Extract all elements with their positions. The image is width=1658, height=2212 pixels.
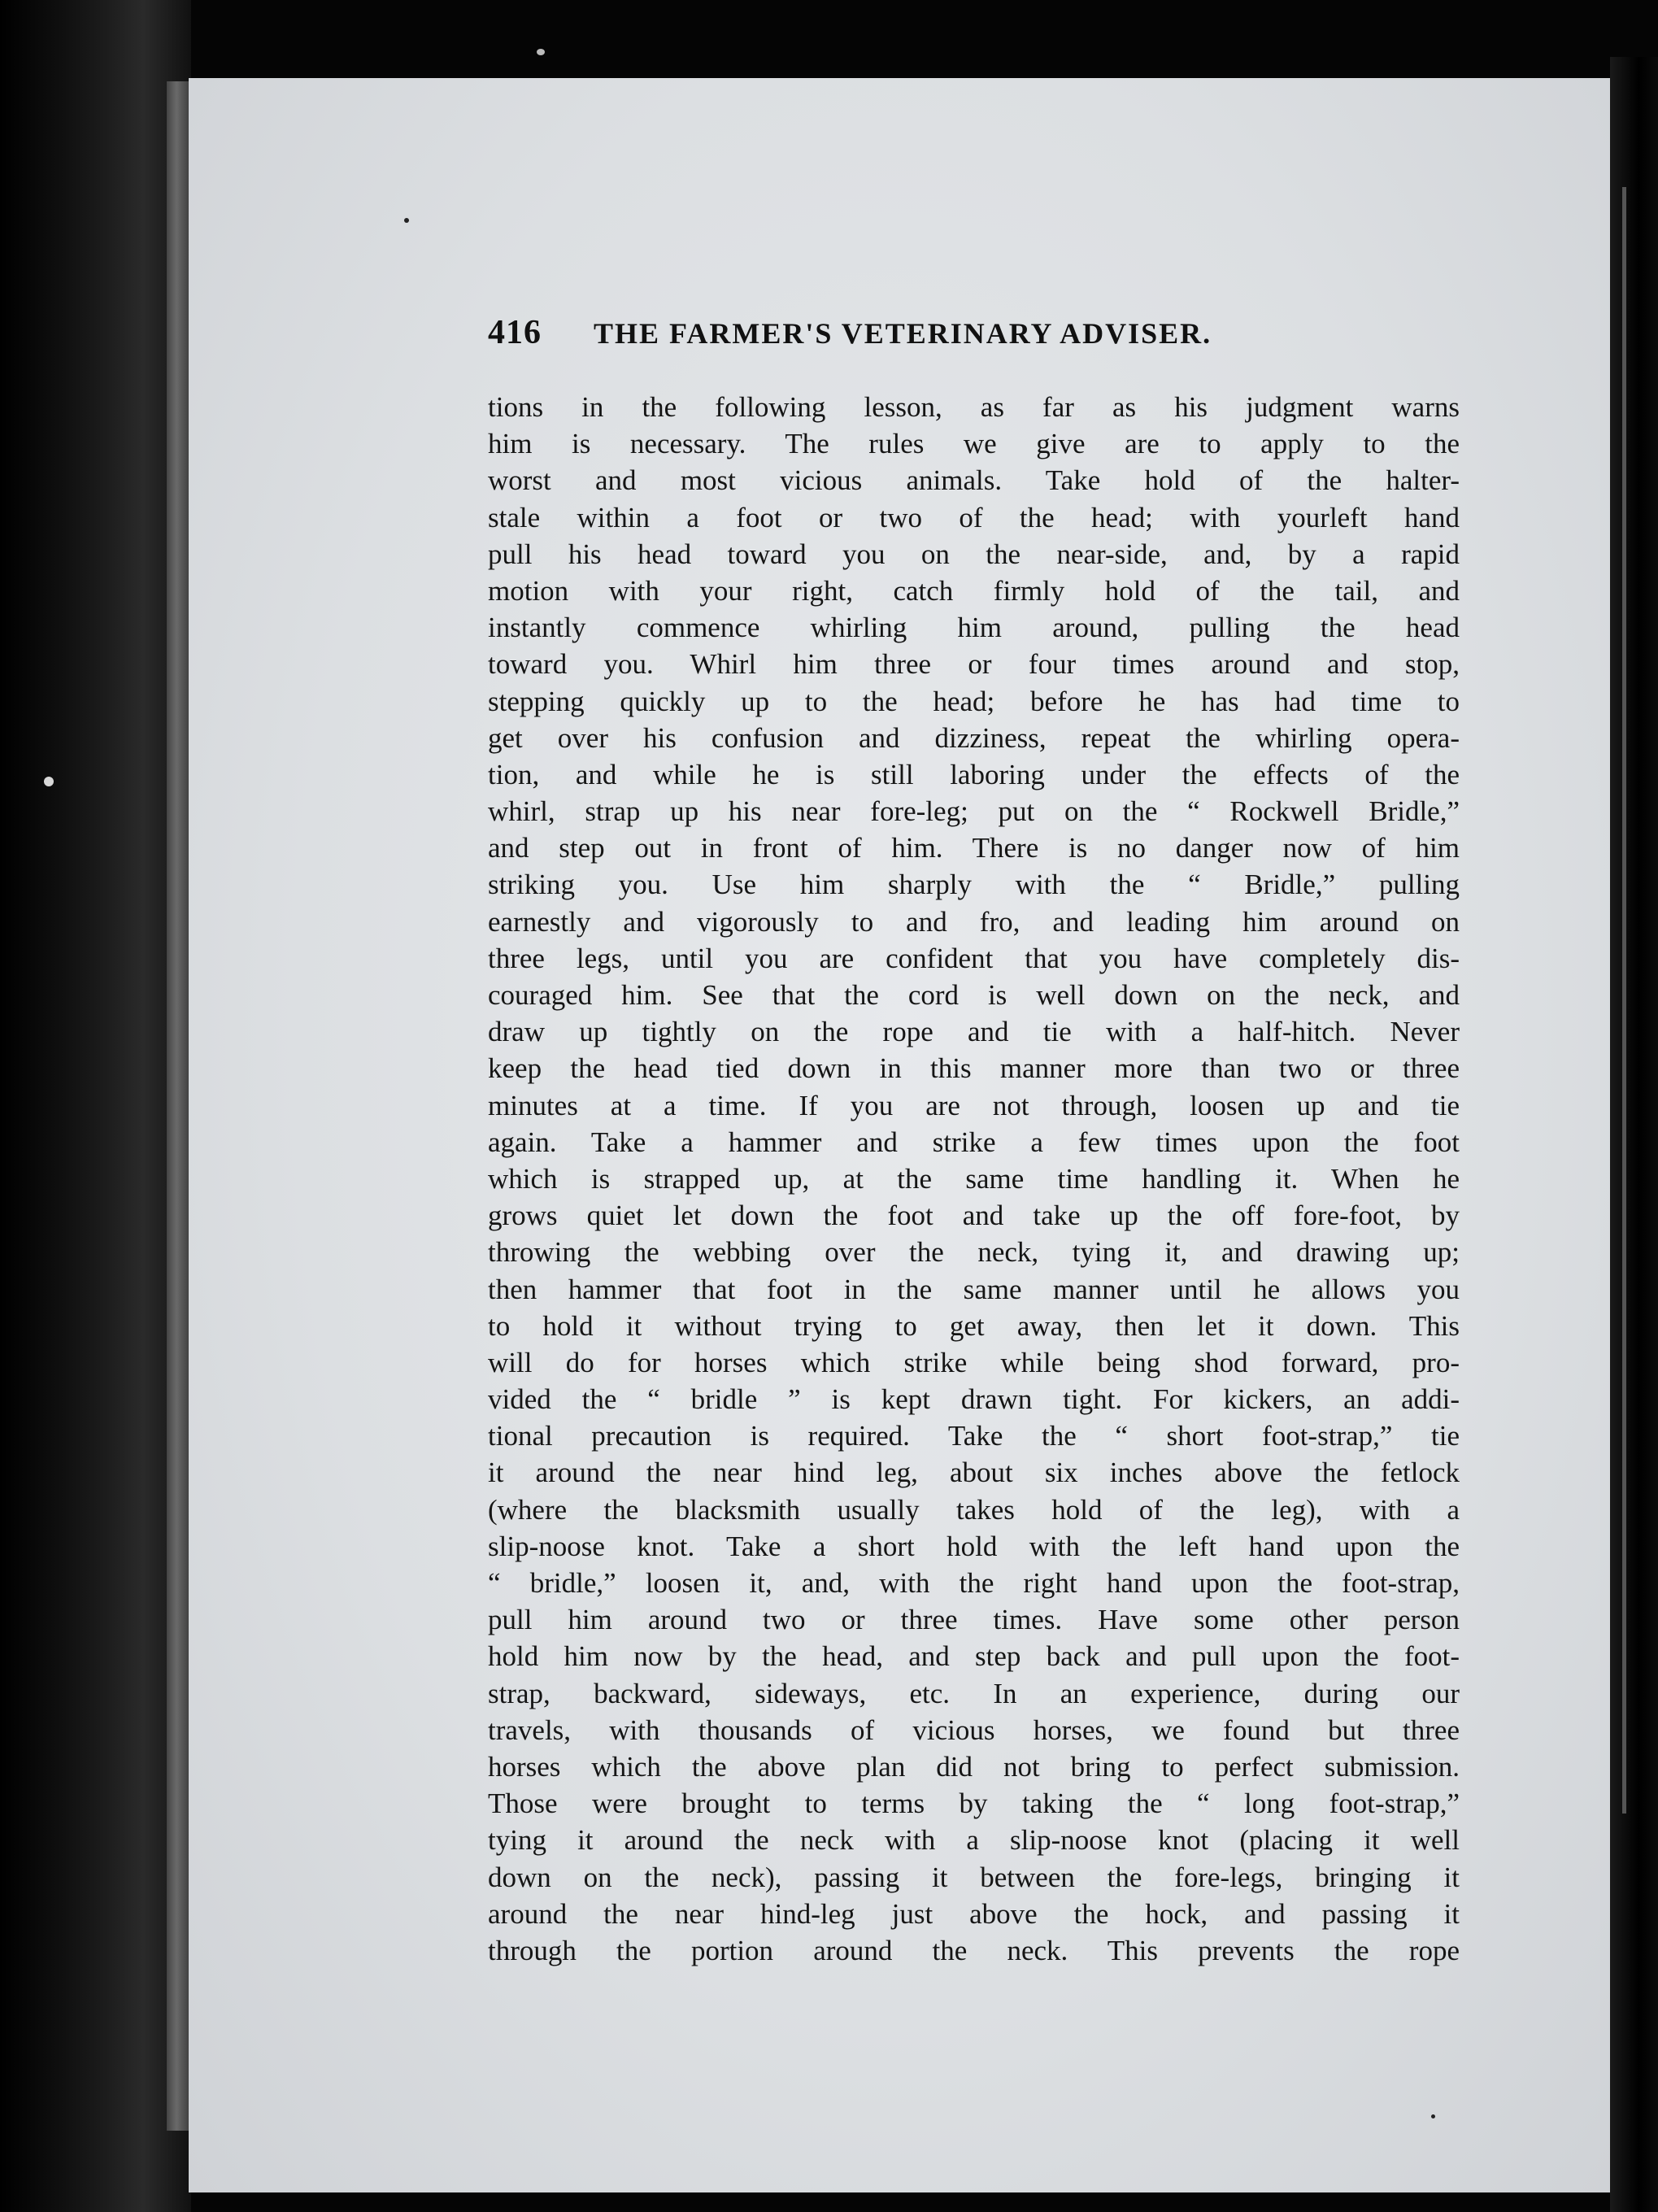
text-line: tional precaution is required. Take the “ short foot-strap,” tie <box>488 1420 1460 1452</box>
binding-speck <box>44 777 54 786</box>
running-title: THE FARMER'S VETERINARY ADVISER. <box>594 317 1212 350</box>
text-line: vided the “ bridle ” is kept drawn tight. For kickers, an addi- <box>488 1383 1460 1416</box>
text-line: hold him now by the head, and step back and pull upon the foot- <box>488 1640 1460 1673</box>
page-number: 416 <box>488 314 542 351</box>
text-line: Those were brought to terms by taking the “ long foot-strap,” <box>488 1787 1460 1820</box>
dust-speck <box>1431 2114 1435 2118</box>
text-line: and step out in front of him. There is no danger now of him <box>488 832 1460 864</box>
text-line: tions in the following lesson, as far as his judgment warns <box>488 391 1460 423</box>
text-line: draw up tightly on the rope and tie with a half-hitch. Never <box>488 1016 1460 1048</box>
text-line: earnestly and vigorously to and fro, and leading him around on <box>488 905 1460 938</box>
text-line: worst and most vicious animals. Take hold of the halter- <box>488 464 1460 497</box>
book-binding-edge <box>0 0 191 2212</box>
text-line: down on the neck), passing it between the fore-legs, bringing it <box>488 1861 1460 1893</box>
text-line: instantly commence whirling him around, pulling the head <box>488 612 1460 644</box>
text-line: which is strapped up, at the same time handling it. When he <box>488 1162 1460 1195</box>
text-line: it around the near hind leg, about six inches above the fetlock <box>488 1457 1460 1489</box>
text-line: whirl, strap up his near fore-leg; put on the “ Rockwell Bridle,” <box>488 795 1460 828</box>
text-line: slip-noose knot. Take a short hold with the left hand upon the <box>488 1530 1460 1562</box>
text-line: around the near hind-leg just above the hock, and passing it <box>488 1897 1460 1930</box>
text-line: stale within a foot or two of the head; with yourleft hand <box>488 501 1460 533</box>
running-head <box>488 313 1464 362</box>
text-line: grows quiet let down the foot and take up the off fore-foot, by <box>488 1200 1460 1232</box>
text-line: (where the blacksmith usually takes hold of the leg), with a <box>488 1493 1460 1526</box>
text-line: tion, and while he is still laboring under the effects of the <box>488 758 1460 790</box>
text-line: pull him around two or three times. Have some other person <box>488 1604 1460 1636</box>
edge-streak <box>1622 187 1626 1814</box>
text-line: to hold it without trying to get away, then let it down. This <box>488 1309 1460 1342</box>
right-page-edge <box>1610 57 1658 2212</box>
text-line: strap, backward, sideways, etc. In an experience, during our <box>488 1677 1460 1709</box>
binding-stripe <box>167 81 191 2131</box>
text-line: travels, with thousands of vicious horses, we found but three <box>488 1713 1460 1746</box>
text-line: throwing the webbing over the neck, tying it, and drawing up; <box>488 1236 1460 1269</box>
dust-speck <box>537 49 545 55</box>
dust-speck <box>404 218 409 223</box>
text-line: again. Take a hammer and strike a few times upon the foot <box>488 1126 1460 1158</box>
text-line: stepping quickly up to the head; before he has had time to <box>488 685 1460 717</box>
text-line: pull his head toward you on the near-side, and, by a rapid <box>488 538 1460 570</box>
text-line: striking you. Use him sharply with the “ Bridle,” pulling <box>488 869 1460 901</box>
text-line: get over his confusion and dizziness, repeat the whirling opera- <box>488 721 1460 754</box>
text-line: him is necessary. The rules we give are to apply to the <box>488 428 1460 460</box>
text-line: tying it around the neck with a slip-noose knot (placing it well <box>488 1824 1460 1857</box>
text-line: horses which the above plan did not bring to perfect submission. <box>488 1750 1460 1783</box>
text-line: through the portion around the neck. This prevents the rope <box>488 1934 1460 1966</box>
text-line: motion with your right, catch firmly hold of the tail, and <box>488 574 1460 607</box>
text-line: minutes at a time. If you are not through, loosen up and tie <box>488 1089 1460 1121</box>
text-line: will do for horses which strike while being shod forward, pro- <box>488 1346 1460 1378</box>
text-line: keep the head tied down in this manner more than two or three <box>488 1052 1460 1085</box>
body-text <box>488 389 1460 1969</box>
text-line: then hammer that foot in the same manner until he allows you <box>488 1273 1460 1305</box>
text-line: couraged him. See that the cord is well down on the neck, and <box>488 979 1460 1011</box>
text-line: toward you. Whirl him three or four times around and stop, <box>488 648 1460 681</box>
text-line: “ bridle,” loosen it, and, with the right hand upon the foot-strap, <box>488 1567 1460 1599</box>
text-line: three legs, until you are confident that you have completely dis- <box>488 942 1460 974</box>
